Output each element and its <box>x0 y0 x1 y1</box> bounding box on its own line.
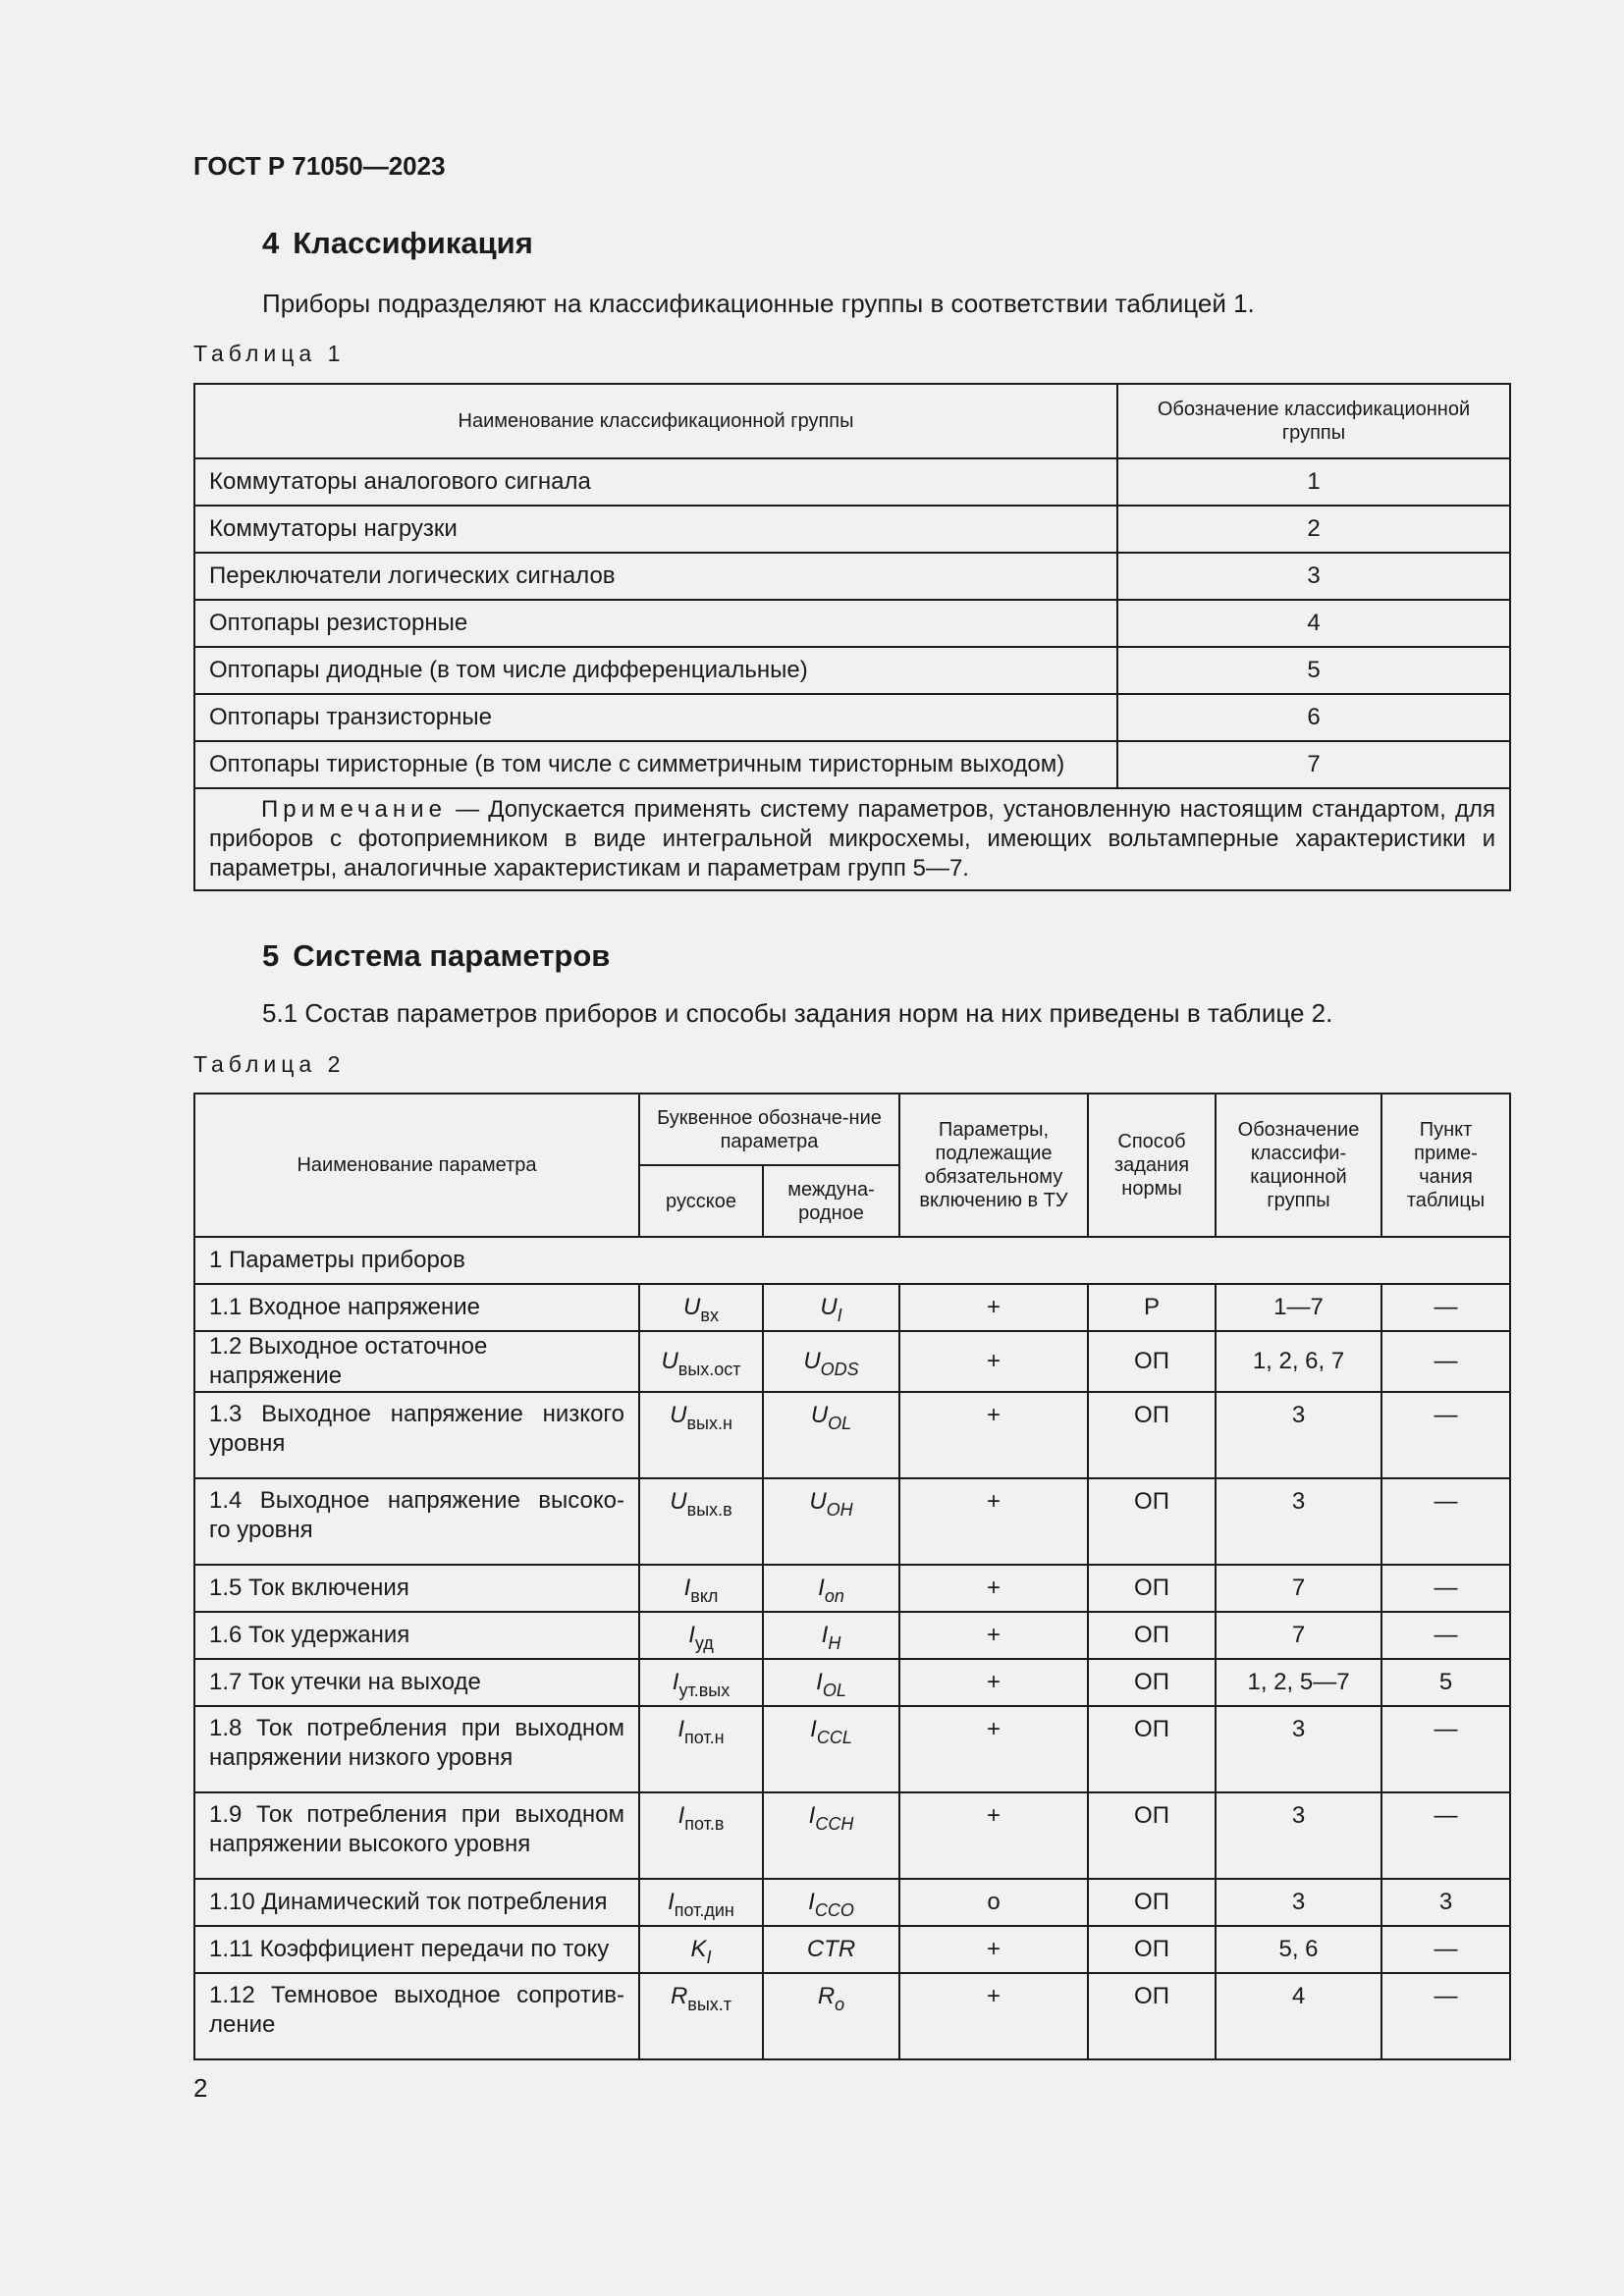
international-symbol-cell <box>763 1879 899 1926</box>
international-symbol-subscript: CCH <box>815 1814 854 1834</box>
russian-symbol-cell <box>639 1612 763 1659</box>
mandatory-cell: + <box>899 1792 1088 1879</box>
parameter-name-line-1: 1.10 Динамический ток потребления <box>209 1889 608 1915</box>
russian-symbol-cell <box>639 1879 763 1926</box>
note-ref-cell: — <box>1381 1565 1510 1612</box>
table-1-note-label: Примечание <box>261 796 447 823</box>
note-ref-cell: — <box>1381 1284 1510 1331</box>
table-1-note <box>194 788 1510 890</box>
group-code-cell: 3 <box>1117 553 1510 600</box>
note-ref-cell: 3 <box>1381 1879 1510 1926</box>
mandatory-cell: + <box>899 1706 1088 1792</box>
international-symbol-main: I <box>808 1802 816 1829</box>
russian-symbol-main: K <box>690 1936 707 1962</box>
parameter-name-line-1: 1.12 Темновое выходное сопротив- <box>209 1982 624 2008</box>
russian-symbol-cell <box>639 1478 763 1565</box>
international-symbol-cell <box>763 1926 899 1973</box>
international-symbol-cell <box>763 1392 899 1478</box>
table-row <box>194 1331 1510 1392</box>
russian-symbol-cell <box>639 1659 763 1706</box>
page-number: 2 <box>193 2073 208 2103</box>
method-cell: ОП <box>1088 1478 1216 1565</box>
russian-symbol-subscript: I <box>706 1948 712 1967</box>
russian-symbol-subscript: вых.т <box>687 1995 732 2014</box>
method-cell: ОП <box>1088 1792 1216 1879</box>
group-name-cell: Оптопары тиристорные (в том числе с симметричным тиристорным выходом) <box>194 741 1117 788</box>
parameter-name-line-1: 1.3 Выходное напряжение низкого <box>209 1401 624 1427</box>
table-2-group-row: 1 Параметры приборов <box>194 1237 1510 1284</box>
table-row <box>194 458 1510 506</box>
russian-symbol-subscript: вкл <box>690 1586 719 1606</box>
group-cell: 3 <box>1216 1392 1381 1478</box>
russian-symbol-main: U <box>670 1488 687 1515</box>
parameter-name-line-1: 1.7 Ток утечки на выходе <box>209 1669 481 1695</box>
table-2-header-method: Способ задания нормы <box>1088 1094 1216 1237</box>
international-symbol-subscript: OL <box>828 1414 852 1433</box>
table-2 <box>193 1093 1511 2060</box>
method-cell: ОП <box>1088 1565 1216 1612</box>
parameter-name-cell <box>194 1612 639 1659</box>
international-symbol-main: I <box>821 1622 829 1648</box>
group-code-cell: 1 <box>1117 458 1510 506</box>
group-cell: 1, 2, 6, 7 <box>1216 1331 1381 1392</box>
international-symbol-subscript: o <box>835 1995 845 2014</box>
parameter-name-line-2: го уровня <box>209 1517 313 1543</box>
method-cell: ОП <box>1088 1659 1216 1706</box>
mandatory-cell: + <box>899 1659 1088 1706</box>
parameter-name-cell <box>194 1973 639 2059</box>
international-symbol-main: U <box>820 1294 838 1320</box>
parameter-name-cell <box>194 1659 639 1706</box>
russian-symbol-cell <box>639 1284 763 1331</box>
group-name-cell: Оптопары транзисторные <box>194 694 1117 741</box>
section-4-heading <box>262 226 533 261</box>
group-cell: 3 <box>1216 1478 1381 1565</box>
russian-symbol-cell <box>639 1392 763 1478</box>
international-symbol-main: U <box>803 1348 821 1374</box>
international-symbol-main: I <box>816 1669 823 1695</box>
table-1-body <box>194 458 1510 788</box>
section-5-intro: 5.1 Состав параметров приборов и способы задания норм на них приведены в таблице 2. <box>262 998 1333 1028</box>
russian-symbol-main: I <box>688 1622 695 1648</box>
method-cell: ОП <box>1088 1926 1216 1973</box>
section-4-title: Классификация <box>293 226 533 260</box>
section-5-title: Система параметров <box>293 938 611 973</box>
group-code-cell: 2 <box>1117 506 1510 553</box>
table-row <box>194 1792 1510 1879</box>
group-name-cell: Оптопары резисторные <box>194 600 1117 647</box>
table-row <box>194 600 1510 647</box>
parameter-name-cell <box>194 1565 639 1612</box>
international-symbol-subscript: ODS <box>820 1360 859 1379</box>
table-row <box>194 1926 1510 1973</box>
table-2-header-note: Пункт приме-чания таблицы <box>1381 1094 1510 1237</box>
method-cell: ОП <box>1088 1706 1216 1792</box>
table-1-header-name: Наименование классификационной группы <box>194 384 1117 458</box>
method-cell: ОП <box>1088 1879 1216 1926</box>
table-row <box>194 553 1510 600</box>
parameter-name-cell <box>194 1926 639 1973</box>
russian-symbol-main: I <box>672 1669 679 1695</box>
international-symbol-cell <box>763 1792 899 1879</box>
russian-symbol-subscript: ут.вых <box>678 1681 731 1700</box>
method-cell: ОП <box>1088 1973 1216 2059</box>
section-4-intro: Приборы подразделяют на классификационные группы в соответствии таблицей 1. <box>262 289 1255 318</box>
note-ref-cell: — <box>1381 1706 1510 1792</box>
parameter-name-cell <box>194 1392 639 1478</box>
group-name-cell: Оптопары диодные (в том числе дифференциальные) <box>194 647 1117 694</box>
russian-symbol-main: U <box>670 1402 687 1428</box>
section-4-number: 4 <box>262 226 280 260</box>
russian-symbol-main: R <box>670 1983 688 2009</box>
mandatory-cell: + <box>899 1612 1088 1659</box>
russian-symbol-subscript: вых.н <box>686 1414 732 1433</box>
note-ref-cell: 5 <box>1381 1659 1510 1706</box>
parameter-name-line-1: 1.5 Ток включения <box>209 1575 409 1601</box>
group-code-cell: 7 <box>1117 741 1510 788</box>
mandatory-cell: + <box>899 1478 1088 1565</box>
russian-symbol-cell <box>639 1331 763 1392</box>
parameter-name-line-1: 1.4 Выходное напряжение высоко- <box>209 1487 624 1514</box>
international-symbol-cell <box>763 1612 899 1659</box>
international-symbol-cell <box>763 1659 899 1706</box>
group-cell: 1—7 <box>1216 1284 1381 1331</box>
parameter-name-line-1: 1.11 Коэффициент передачи по току <box>209 1936 610 1962</box>
russian-symbol-subscript: вых.ост <box>677 1360 741 1379</box>
parameter-name-cell <box>194 1879 639 1926</box>
group-code-cell: 5 <box>1117 647 1510 694</box>
russian-symbol-cell <box>639 1973 763 2059</box>
group-name-cell: Переключатели логических сигналов <box>194 553 1117 600</box>
table-2-header-letter: Буквенное обозначе-ние параметра <box>639 1094 899 1165</box>
international-symbol-subscript: OL <box>822 1681 846 1700</box>
table-row <box>194 1973 1510 2059</box>
parameter-name-line-2: напряжении низкого уровня <box>209 1744 514 1771</box>
parameter-name-line-2: ление <box>209 2011 276 2038</box>
international-symbol-main: U <box>810 1402 829 1428</box>
group-cell: 5, 6 <box>1216 1926 1381 1973</box>
note-ref-cell: — <box>1381 1331 1510 1392</box>
international-symbol-subscript: CCL <box>816 1728 852 1747</box>
note-ref-cell: — <box>1381 1612 1510 1659</box>
group-name-cell: Коммутаторы аналогового сигнала <box>194 458 1117 506</box>
table-row <box>194 1478 1510 1565</box>
parameter-name-cell <box>194 1284 639 1331</box>
group-code-cell: 4 <box>1117 600 1510 647</box>
international-symbol-cell <box>763 1284 899 1331</box>
international-symbol-subscript: H <box>828 1633 841 1653</box>
parameter-name-line-1: 1.1 Входное напряжение <box>209 1294 481 1320</box>
russian-symbol-main: I <box>677 1802 685 1829</box>
mandatory-cell: + <box>899 1331 1088 1392</box>
method-cell: ОП <box>1088 1612 1216 1659</box>
table-2-header-ru: русское <box>639 1165 763 1237</box>
method-cell: ОП <box>1088 1331 1216 1392</box>
russian-symbol-subscript: вых.в <box>686 1500 732 1520</box>
document-code: ГОСТ Р 71050—2023 <box>193 151 446 181</box>
international-symbol-subscript: I <box>837 1306 842 1325</box>
international-symbol-subscript: OH <box>826 1500 853 1520</box>
table-row <box>194 1565 1510 1612</box>
table-row <box>194 1284 1510 1331</box>
group-cell: 3 <box>1216 1706 1381 1792</box>
russian-symbol-cell <box>639 1792 763 1879</box>
group-cell: 7 <box>1216 1565 1381 1612</box>
mandatory-cell: + <box>899 1926 1088 1973</box>
russian-symbol-main: U <box>661 1348 678 1374</box>
russian-symbol-subscript: вх <box>700 1306 719 1325</box>
russian-symbol-subscript: пот.в <box>684 1814 725 1834</box>
table-2-header-group: Обозначение классифи-кационной группы <box>1216 1094 1381 1237</box>
table-2-header-name: Наименование параметра <box>194 1094 639 1237</box>
table-row <box>194 1706 1510 1792</box>
table-row <box>194 506 1510 553</box>
table-row <box>194 1659 1510 1706</box>
international-symbol-subscript: CCO <box>814 1900 854 1920</box>
parameter-name-cell <box>194 1706 639 1792</box>
parameter-name-line-1: 1.2 Выходное остаточное напряжение <box>209 1333 488 1389</box>
table-1-caption: Таблица 1 <box>193 341 346 366</box>
table-1-header-code: Обозначение классификационной группы <box>1117 384 1510 458</box>
note-ref-cell: — <box>1381 1392 1510 1478</box>
parameter-name-cell <box>194 1478 639 1565</box>
method-cell: Р <box>1088 1284 1216 1331</box>
international-symbol-cell <box>763 1478 899 1565</box>
international-symbol-main: U <box>809 1488 827 1515</box>
russian-symbol-main: U <box>683 1294 701 1320</box>
group-cell: 3 <box>1216 1879 1381 1926</box>
russian-symbol-subscript: пот.дин <box>674 1900 734 1920</box>
international-symbol-main: CTR <box>806 1936 856 1962</box>
international-symbol-main: I <box>808 1889 815 1915</box>
group-code-cell: 6 <box>1117 694 1510 741</box>
note-ref-cell: — <box>1381 1973 1510 2059</box>
table-1 <box>193 383 1511 891</box>
method-cell: ОП <box>1088 1392 1216 1478</box>
international-symbol-main: I <box>818 1575 825 1601</box>
table-row <box>194 647 1510 694</box>
russian-symbol-main: I <box>677 1716 685 1742</box>
section-5-heading <box>262 938 610 974</box>
table-row <box>194 1879 1510 1926</box>
parameter-name-cell <box>194 1331 639 1392</box>
parameter-name-line-2: напряжении высокого уровня <box>209 1831 531 1857</box>
group-cell: 1, 2, 5—7 <box>1216 1659 1381 1706</box>
russian-symbol-cell <box>639 1926 763 1973</box>
group-cell: 3 <box>1216 1792 1381 1879</box>
table-1-note-text: — Допускается применять систему параметров, установленную настоящим стандартом, для приборов с фотоприемником в виде интегральной микросхемы, имеющих вольтамперные характеристики и параметры, аналогичные характеристикам и параметрам групп 5—7. <box>209 796 1495 881</box>
international-symbol-main: I <box>810 1716 817 1742</box>
parameter-name-cell <box>194 1792 639 1879</box>
table-2-body <box>194 1237 1510 2059</box>
group-cell: 4 <box>1216 1973 1381 2059</box>
table-2-header-mandatory: Параметры, подлежащие обязательному включению в ТУ <box>899 1094 1088 1237</box>
mandatory-cell: + <box>899 1284 1088 1331</box>
mandatory-cell: o <box>899 1879 1088 1926</box>
note-ref-cell: — <box>1381 1792 1510 1879</box>
international-symbol-subscript: on <box>824 1586 844 1606</box>
international-symbol-cell <box>763 1706 899 1792</box>
table-row <box>194 741 1510 788</box>
russian-symbol-cell <box>639 1706 763 1792</box>
russian-symbol-subscript: уд <box>694 1633 714 1653</box>
table-row <box>194 694 1510 741</box>
international-symbol-cell <box>763 1331 899 1392</box>
mandatory-cell: + <box>899 1392 1088 1478</box>
group-cell: 7 <box>1216 1612 1381 1659</box>
table-2-caption: Таблица 2 <box>193 1051 346 1077</box>
parameter-name-line-1: 1.8 Ток потребления при выходном <box>209 1715 624 1741</box>
note-ref-cell: — <box>1381 1926 1510 1973</box>
mandatory-cell: + <box>899 1565 1088 1612</box>
russian-symbol-cell <box>639 1565 763 1612</box>
international-symbol-cell <box>763 1565 899 1612</box>
mandatory-cell: + <box>899 1973 1088 2059</box>
table-row <box>194 1392 1510 1478</box>
parameter-name-line-1: 1.6 Ток удержания <box>209 1622 410 1648</box>
parameter-name-line-1: 1.9 Ток потребления при выходном <box>209 1801 624 1828</box>
russian-symbol-main: I <box>683 1575 691 1601</box>
parameter-name-line-2: уровня <box>209 1430 286 1457</box>
international-symbol-cell <box>763 1973 899 2059</box>
table-row <box>194 1612 1510 1659</box>
table-2-header-intl: междуна-родное <box>763 1165 899 1237</box>
note-ref-cell: — <box>1381 1478 1510 1565</box>
russian-symbol-main: I <box>668 1889 675 1915</box>
group-name-cell: Коммутаторы нагрузки <box>194 506 1117 553</box>
section-5-number: 5 <box>262 938 280 973</box>
international-symbol-main: R <box>817 1983 836 2009</box>
russian-symbol-subscript: пот.н <box>684 1728 725 1747</box>
